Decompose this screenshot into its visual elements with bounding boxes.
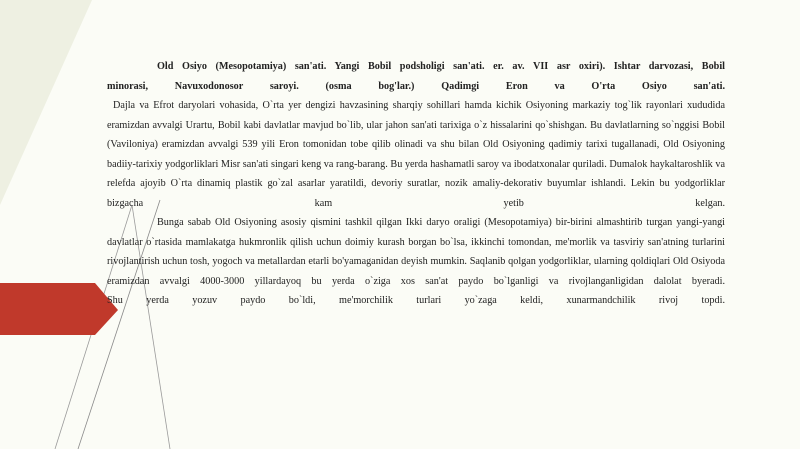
paragraph-1-text: Dajla va Efrot daryolari vohasida, O`rta yer dengizi havzasining sharqiy sohillari hamda kichik Osiyoning markaziy tog`lik rayonlari xududida eramizdan avvalgi Urartu, Bobil kabi davlatlar mavjud bo`lib, ular jahon san'ati tarixiga o`z hissalarini qo`shishgan. Bu davlatlarning so`nggisi Bobil (Vaviloniya) eramizdan avvalgi 539 yili Eron tomonidan tobe qilib olinadi va shu bilan Old Osiyoning qadimiy tarixi tugallanadi, Old Osiyoning badiiy-tarixiy yodgorliklari Misr san'ati singari keng va rang-barang. Bu yerda hashamatli saroy va ibodatxonalar quriladi. Dumalok haykaltaroshlik va relefda ajoyib O`rta dinamiq plastik go`zal asarlar yaratildi, devoriy suratlar, nozik amaliy-dekorativ buyumlar ishlandi. Lekin bu yodgorliklar bizgacha kam yetib kelgan. [107, 100, 725, 209]
paragraph-2-text: Bunga sabab Old Osiyoning asosiy qismini tashkil qilgan Ikki daryo oraligi (Mesopotamiya) bir-birini almashtirib turgan yangi-yangi davlatlar o`rtasida mamlakatga hukmronlik qilish uchun doimiy kurash borgan bo`lsa, ikkinchi tomondan, me'morlik va tasviriy san'atning turlarini rivojlantirish uchun tosh, yogoch va metallardan etarli bo'yamaganidan deyish mumkin. Saqlanib qolgan yodgorliklar, ularning qoldiqlari Old Osiyoda eramizdan avvalgi 4000-3000 yillardayoq bu yerda o`ziga xos san'at paydo bo`lganligi va rivojlanganligidan dalolat byeradi. [107, 217, 725, 287]
title-line-2: minorasi, Navuxodonosor saroyi. (osma bog'lar.) Qadimgi Eron va O'rta Osiyo san'ati. [107, 80, 725, 92]
corner-triangle [0, 0, 92, 205]
content-text [107, 57, 725, 311]
title-heading-1: Old Osiyo (Mesopotamiya) san'ati. Yangi Bobil podsholigi san'ati. er. av. VII asr oxiri). Ishtar darvozasi, Bobil [157, 61, 725, 72]
title-line-1 [107, 57, 725, 77]
red-arrow-shape [0, 283, 118, 335]
paragraph-1 [107, 96, 725, 213]
paragraph-3: Shu yerda yozuv paydo bo`ldi, me'morchilik turlari yo`zaga keldi, xunarmandchilik rivoj topdi. [107, 295, 725, 306]
paragraph-2 [107, 213, 725, 291]
